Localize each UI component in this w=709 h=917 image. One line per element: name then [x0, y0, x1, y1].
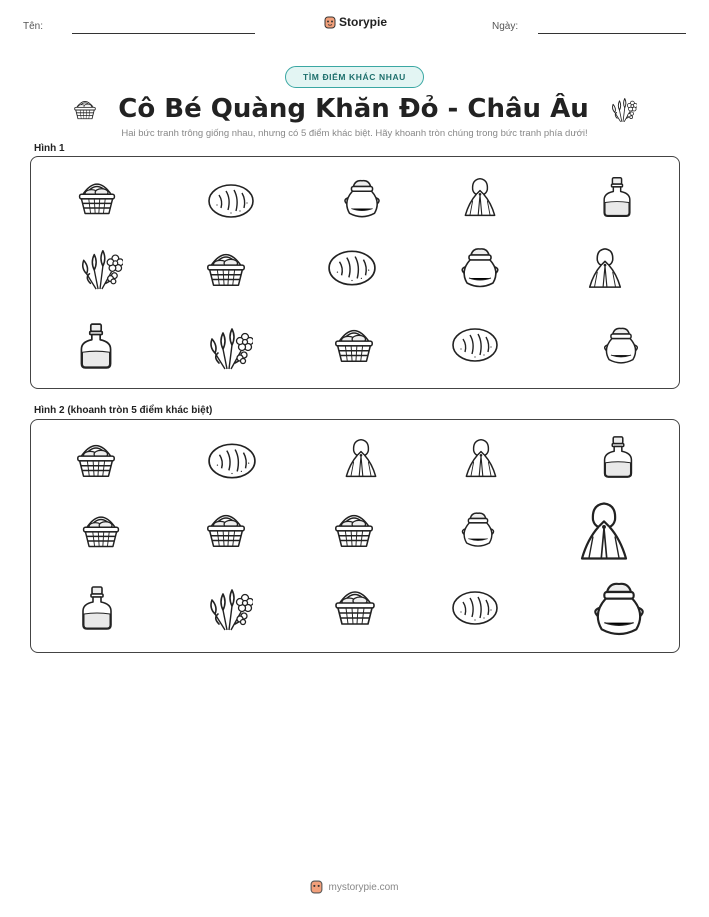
- pot-icon[interactable]: [457, 508, 499, 550]
- name-field[interactable]: [72, 33, 255, 34]
- name-label: Tên:: [23, 21, 44, 32]
- basket-icon[interactable]: [331, 582, 379, 630]
- basket-icon: [331, 321, 377, 367]
- cloak-icon[interactable]: [339, 436, 383, 480]
- basket-icon[interactable]: [79, 508, 123, 552]
- storypie-mascot-icon: [310, 880, 323, 894]
- brand-logo: [324, 15, 387, 29]
- bread-icon: [327, 243, 377, 293]
- instructions: Hai bức tranh trông giống nhau, nhưng có 5 điểm khác biệt. Hãy khoanh tròn chúng trong bức tranh phía dưới!: [121, 128, 588, 139]
- bread-icon: [451, 321, 499, 369]
- flowers-icon: [205, 323, 253, 371]
- bottle-icon: [595, 175, 639, 219]
- pot-icon: [599, 323, 643, 367]
- bottle-icon[interactable]: [595, 434, 641, 480]
- cloak-icon[interactable]: [571, 498, 637, 564]
- pot-icon[interactable]: [587, 576, 651, 640]
- picture-1-label: Hình 1: [34, 143, 65, 154]
- date-label: Ngày:: [492, 21, 519, 32]
- pot-icon: [339, 175, 385, 221]
- basket-icon: [203, 245, 249, 291]
- footer: [0, 880, 709, 894]
- picture-2-panel: [30, 419, 680, 653]
- page-title: Cô Bé Quàng Khăn Đỏ - Châu Âu: [118, 94, 589, 124]
- activity-badge: TÌM ĐIỂM KHÁC NHAU: [285, 66, 424, 88]
- cloak-icon: [582, 245, 628, 291]
- bottle-icon: [71, 321, 121, 371]
- pot-icon: [456, 243, 504, 291]
- title-row: [0, 92, 709, 126]
- basket-icon[interactable]: [331, 506, 377, 552]
- bread-icon[interactable]: [451, 584, 499, 632]
- picture-2-label: Hình 2 (khoanh tròn 5 điểm khác biệt): [34, 405, 213, 416]
- date-field[interactable]: [538, 33, 686, 34]
- cloak-icon: [458, 175, 502, 219]
- brand-name: Storypie: [339, 15, 388, 29]
- bottle-icon[interactable]: [73, 584, 121, 632]
- flowers-icon[interactable]: [205, 584, 253, 632]
- basket-icon[interactable]: [203, 506, 249, 552]
- cloak-icon[interactable]: [459, 436, 503, 480]
- bread-icon: [207, 177, 255, 225]
- basket-icon: [75, 175, 119, 219]
- bread-icon[interactable]: [207, 436, 257, 486]
- picture-1-panel: [30, 156, 680, 389]
- basket-icon: [72, 96, 98, 122]
- flowers-icon: [609, 95, 637, 123]
- footer-url[interactable]: mystorypie.com: [328, 881, 399, 893]
- flowers-icon: [77, 245, 123, 291]
- basket-icon[interactable]: [73, 436, 119, 482]
- storypie-mascot-icon: [324, 16, 336, 29]
